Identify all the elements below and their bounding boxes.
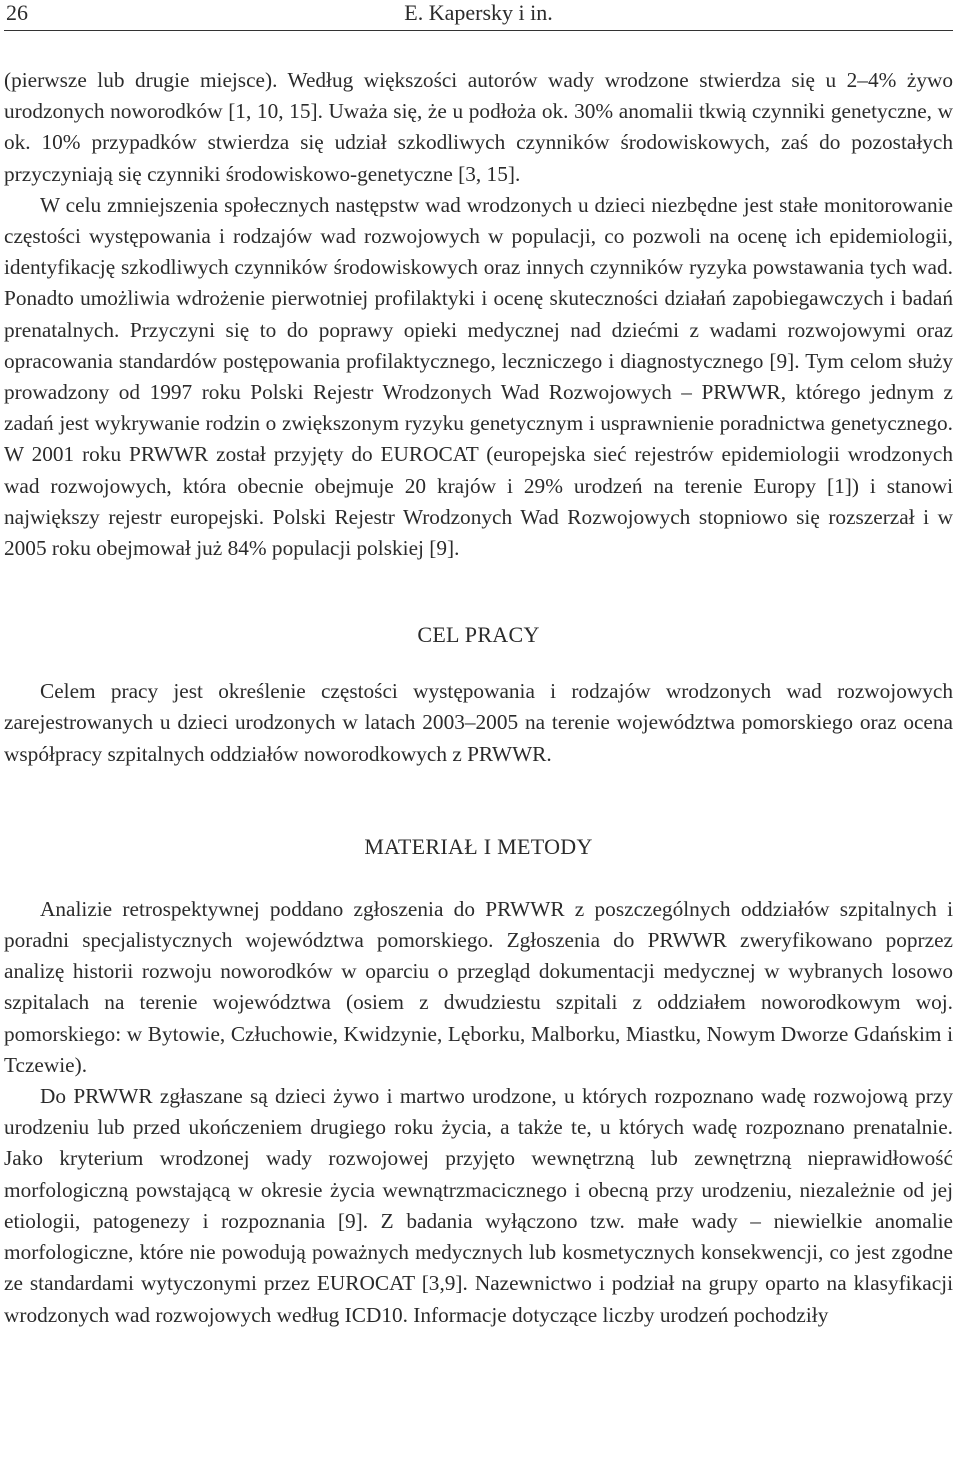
running-header <box>4 0 953 31</box>
intro-paragraph-1: (pierwsze lub drugie miejsce). Według większości autorów wady wrodzone stwierdza się u 2–4% żywo urodzonych noworodków [1, 10, 15]. Uważa się, że u podłoża ok. 30% anomalii tkwią czynniki genetyczne, w ok. 10% przypadków stwierdza się udział szkodliwych czynników środowiskowych, zaś do pozostałych przyczyniają się czynniki środowiskowo-genetyczne [3, 15]. <box>4 68 953 186</box>
running-title-authors: E. Kapersky i in. <box>404 0 553 25</box>
section-heading-material-i-metody: MATERIAŁ I METODY <box>364 833 593 859</box>
metody-paragraph-2: Do PRWWR zgłaszane są dzieci żywo i martwo urodzone, u których rozpoznano wadę rozwojową przy urodzeniu lub przed ukończeniem drugiego roku życia, a także te, u których wadę rozpoznano prenatalnie. Jako kryterium wrodzonej wady rozwojowej przyjęto wewnętrzną lub zewnętrzną nieprawidłowość morfologiczną powstającą w okresie życia wewnątrzmacicznego i obecną przy urodzeniu, niezależnie od jej etiologii, patogenezy i rozpoznania [9]. Z badania wyłączono tzw. małe wady – niewielkie anomalie morfologiczne, które nie powodują poważnych medycznych lub kosmetycznych konsekwencji, co jest zgodne ze standardami wytyczonymi przez EUROCAT [3,9]. Nazewnictwo i podział na grupy oparto na klasyfikacji wrodzonych wad rozwojowych według ICD10. Informacje dotyczące liczby urodzeń pochodziły <box>4 1084 953 1327</box>
metody-paragraph-1: Analizie retrospektywnej poddano zgłoszenia do PRWWR z poszczególnych oddziałów szpitalnych i poradni specjalistycznych województwa pomorskiego. Zgłoszenia do PRWWR zweryfikowano poprzez analizę historii rozwoju noworodków w oparciu o przegląd dokumentacji medycznej w wybranych losowo szpitalach na terenie województwa (osiem z dwudziestu szpitali z oddziałem noworodkowym woj. pomorskiego: w Bytowie, Człuchowie, Kwidzynie, Lęborku, Malborku, Miastku, Nowym Dworze Gdańskim i Tczewie). <box>4 896 953 1077</box>
document-page <box>4 0 953 1331</box>
cel-paragraph: Celem pracy jest określenie częstości występowania i rodzajów wrodzonych wad rozwojowych zarejestrowanych u dzieci urodzonych w latach 2003–2005 na terenie województwa pomorskiego oraz ocena współpracy szpitalnych oddziałów noworodkowych z PRWWR. <box>4 679 953 766</box>
page-number: 26 <box>6 0 28 25</box>
intro-paragraph-2: W celu zmniejszenia społecznych następstw wad wrodzonych u dzieci niezbędne jest stałe monitorowanie częstości występowania i rodzajów wad rozwojowych w populacji, co pozwoli na ocenę ich epidemiologii, identyfikację szkodliwych czynników środowiskowych oraz innych czynników ryzyka powstawania tych wad. Ponadto umożliwia wdrożenie pierwotniej profilaktyki i ocenę skuteczności działań zapobiegawczych i badań prenatalnych. Przyczyni się to do poprawy opieki medycznej nad dziećmi z wadami rozwojowymi oraz opracowania standardów postępowania profilaktycznego, leczniczego i diagnostycznego [9]. Tym celom służy prowadzony od 1997 roku Polski Rejestr Wrodzonych Wad Rozwojowych – PRWWR, którego jednym z zadań jest wykrywanie rodzin o zwiększonym ryzyku genetycznym i usprawnienie poradnictwa genetycznego. W 2001 roku PRWWR został przyjęty do EUROCAT (europejska sieć rejestrów epidemiologii wrodzonych wad rozwojowych, która obecnie obejmuje 20 krajów i 29% urodzeń na terenie Europy [1]) i stanowi największy rejestr europejski. Polski Rejestr Wrodzonych Wad Rozwojowych stopniowo się rozszerzał i w 2005 roku obejmował już 84% populacji polskiej [9]. <box>4 192 953 561</box>
section-heading-cel-pracy: CEL PRACY <box>417 622 540 648</box>
